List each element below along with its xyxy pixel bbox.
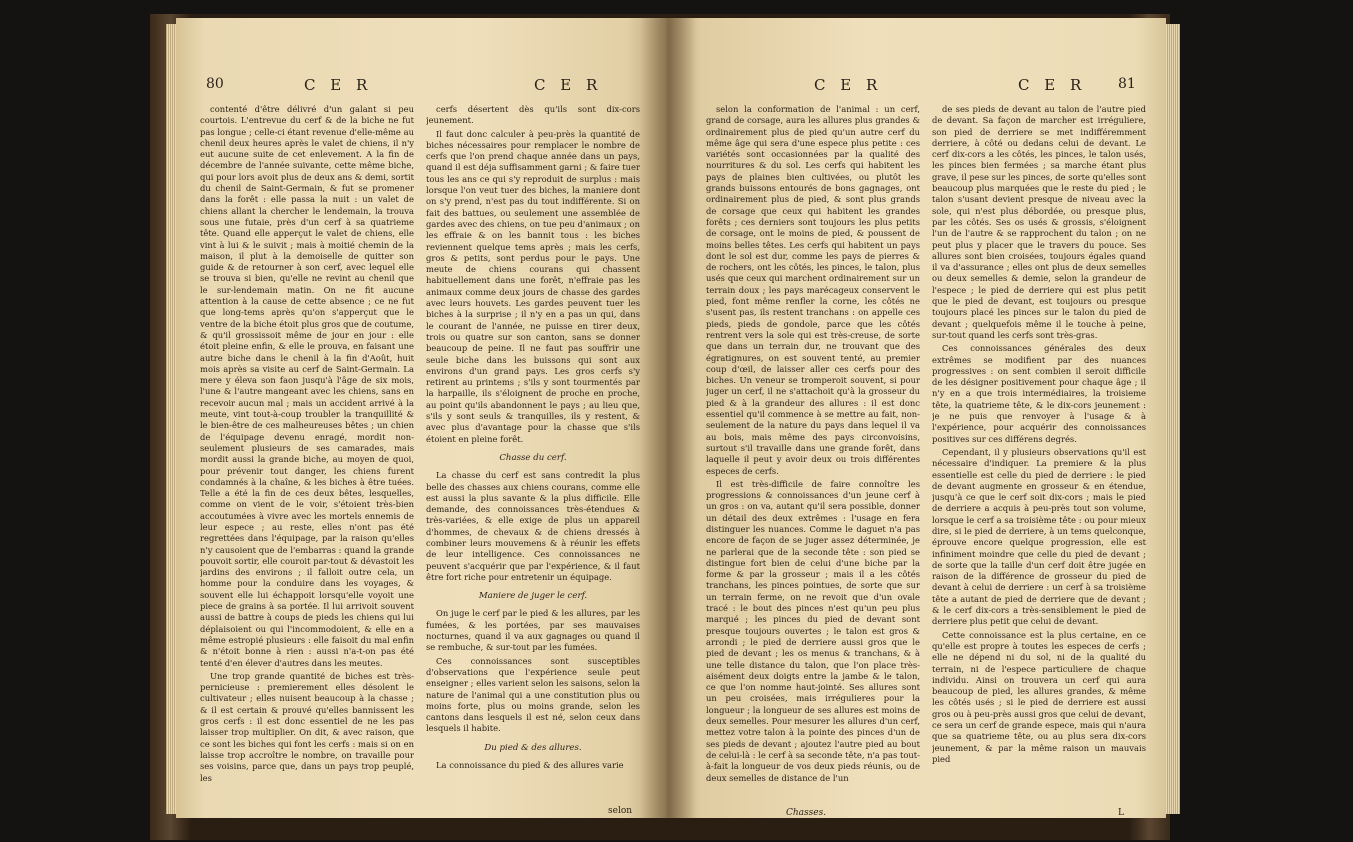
- paragraph: Une trop grande quantité de biches est très-pernicieuse : premierement elles désolent le cultivateur ; elles nuisent beaucoup à la chasse ; & il est certain & prouvé qu'elles bannissent les gros cerfs : il est donc essentiel de ne les pas laisser trop multiplier. On dit, & avec raison, que ce sont les biches qui font les cerfs : mais si on en laisse trop accroître le nombre, on travaille pour ses voisins, parce que, dans un pays trop peuplé, les: [200, 670, 414, 783]
- paragraph: Il est très-difficile de faire connoître les progressions & connoissances d'un jeune cerf à un gros : on va, autant qu'il sera possible, donner un détail des deux extrêmes : l'usage en fera distinguer les nuances. Comme le daguet n'a pas encore de façon de se juger assez déterminée, je ne parlerai que de la seconde tête : son pied se distingue fort bien de celui d'une biche par la forme & par la grosseur ; mais il a les côtés tranchans, les pinces pointues, de sorte que sur un terrain ferme, on ne revoit que d'un ovale tracé : le bout des pinces n'est qu'un peu plus marqué ; les pinces du pied de devant sont presque toujours ouvertes ; le talon est gros & arrondi ; le pied de derriere aussi gros que le pied de devant ; les os menus & tranchans, & à une telle distance du talon, que l'on place très-aisément deux doigts entre la jambe & le talon, ce que l'on nomme haut-jointé. Ses allures sont un peu croisées, mais irrégulieres pour la longueur ; la longueur de ses allures est moins de deux semelles. Pour mesurer les allures d'un cerf, mettez votre talon à la pointe des pinces d'un de ses pieds de devant ; ajoutez l'autre pied au bout de celui-là : le cerf à sa seconde tête, n'a pas tout-à-fait la longueur de vos deux pieds réunis, ou de deux semelles de distance de l'un: [706, 478, 920, 783]
- paragraph: Il faut donc calculer à peu-près la quantité de biches nécessaires pour remplacer le nombre de cerfs que l'on prend chaque année dans un pays, quand il est déja suffisamment garni ; & faire tuer tous les ans ce qui s'y reproduit de surplus : mais lorsque l'on veut tuer des biches, la maniere dont on s'y prend, n'est pas du tout indifférente. Si on fait des battues, ou seulement une assemblée de gardes avec des chiens, on tue peu d'animaux ; on les effraie & on les bannit tous : les biches reviennent quelque tems après ; mais les cerfs, gros & petits, sont perdus pour le pays. Une meute de chiens courans qui chassent habituellement dans une forêt, n'effraie pas les animaux comme deux jours de chasse des gardes avec leurs houvets. Les gardes peuvent tuer les biches à la surprise ; il n'y en a pas un qui, dans le courant de l'année, ne puisse en tirer deux, trois ou quatre sur son canton, sans se donner beaucoup de peine. Il ne faut pas souffrir une seule biche dans les buissons qui sont aux environs d'un grand pays. Les gros cerfs s'y retirent au printems ; s'ils y sont tourmentés par la harpaille, ils s'éloignent de proche en proche, au point qu'ils abandonnent le pays ; au lieu que, s'ils y sont seuls & tranquilles, ils y restent, & avec plus d'avantage pour la chasse que s'ils étoient en pleine forêt.: [426, 128, 640, 444]
- paragraph: La chasse du cerf est sans contredit la plus belle des chasses aux chiens courans, comme elle est aussi la plus savante & la plus difficile. Elle demande, des connoissances très-étendues & très-variées, & elle exige de plus un appareil d'hommes, de chevaux & de chiens dressés à combiner leurs mouvemens & à réunir les effets de leur intelligence. Ces connoissances ne peuvent s'acquérir que par l'expérience, & il faut être fort riche pour entretenir un équipage.: [426, 470, 640, 582]
- paragraph: Ces connoissances générales des deux extrêmes se modifient par des nuances progressives : on sent combien il seroit difficile de les désigner positivement pour chaque âge ; il n'y en a que trois intermédiaires, la troisieme tête, la quatrieme tête, & le dix-cors jeunement : je ne puis que renvoyer à l'usage & à l'expérience, pour acquérir des connoissances positives sur ces différens degrés.: [932, 343, 1146, 444]
- paragraph: de ses pieds de devant au talon de l'autre pied de devant. Sa façon de marcher est irréguliere, son pied de derriere se met indifféremment derriere, à côté ou dedans celui de devant. Le cerf dix-cors a les côtés, les pinces, le talon usés, les pinces bien fermées ; sa marche étant plus grave, il pese sur les pinces, de sorte qu'elles sont beaucoup plus marquées que le reste du pied ; le talon s'usant devient presque de niveau avec la sole, qui n'est plus débordée, ou presque plus, par les côtés. Ses os usés & grossis, s'éloignent l'un de l'autre & se rapprochent du talon ; on ne peut plus y placer que le travers du pouce. Ses allures sont bien croisées, toujours égales quand il va d'assurance ; elles ont plus de deux semelles ou deux semelles & demie, selon la grandeur de l'espece ; le pied de derriere qui est plus petit que le pied de devant, est toujours ou presque toujours placé les pinces sur le talon du pied de devant ; quelquefois même il le touche à peine, sur-tout quand les cerfs sont très-gras.: [932, 104, 1146, 340]
- right-page-edges: [1166, 24, 1180, 814]
- running-head: C E R: [534, 76, 603, 94]
- right-header: [666, 76, 1166, 98]
- paragraph: La connoissance du pied & des allures varie: [436, 760, 624, 771]
- catchword: selon: [608, 806, 633, 816]
- paragraph: selon la conformation de l'animal : un cerf, grand de corsage, aura les allures plus grandes & ordinairement plus de pied qu'un autre cerf du même âge qui sera d'une espece plus petite : ces variétés sont occasionnées par la qualité des nourritures & du sol. Les cerfs qui habitent les pays de plaines bien cultivées, ou plutôt les grands buissons entourés de bons gagnages, ont ordinairement plus de pied, & sont plus grands de corsage que ceux qui habitent les grandes forêts ; ces derniers sont toujours les plus petits de corsage, ont le moins de pied, & poussent de moins belles têtes. Les cerfs qui habitent un pays dont le sol est dur, comme les pays de pierres & de rochers, ont les côtés, les pinces, le talon, plus usés que ceux qui marchent ordinairement sur un terrain doux ; les pays marécageux conservent le pied, font même renfler la corne, les côtés ne s'usent pas, ils restent tranchans : on appelle ces pieds, pieds de gondole, parce que les côtés rentrent vers la sole qui est très-creuse, de sorte que dans un terrain dur, ne trouvant que des égratignures, on est souvent tenté, au premier coup d'œil, de laisser aller ces cerfs pour des biches. Un veneur se tromperoit souvent, si pour juger un cerf, il ne s'attachoit qu'à la grosseur du pied & à la grandeur des allures : il est donc essentiel qu'il commence à se mettre au fait, non-seulement de la nature du pays dans lequel il va au bois, mais même des pays circonvoisins, surtout s'il travaille dans une grande forêt, dans laquelle il peut y avoir deux ou trois différentes especes de cerfs.: [706, 104, 920, 476]
- running-head: C E R: [304, 76, 373, 94]
- paragraph: Ces connoissances sont susceptibles d'observations que l'expérience seule peut enseigner ; elles varient selon les saisons, selon la nature de l'animal qui a une constitution plus ou moins forte, plus ou moins grande, selon les cantons dans lesquels il est né, selon ceux dans lesquels il habite.: [426, 655, 640, 734]
- catchword: L: [1118, 808, 1124, 818]
- paragraph: Cependant, il y plusieurs observations qu'il est nécessaire d'indiquer. La premiere & la plus essentielle est celle du pied de derriere : le pied de devant augmente en grosseur & en étendue, jusqu'à ce que le cerf soit dix-cors ; mais le pied de derriere a acquis à peu-près tout son volume, lorsque le cerf a sa troisième tête : ou pour mieux dire, si le pied de derriere, à un tems quelconque, éprouve encore quelque progression, elle est infiniment moindre que celle du pied de devant ; de sorte que la taille d'un cerf doit être jugée en raison de la différence de grosseur du pied de devant à celui de derriere : un cerf à sa troisième tête a autant de pied de derriere que de devant ; & le cerf dix-cors a très-sensiblement le pied de derriere plus petit que celui de devant.: [932, 446, 1146, 627]
- paragraph: contenté d'être délivré d'un galant si peu courtois. L'entrevue du cerf & de la biche ne fut pas longue ; celle-ci étant revenue d'elle-même au chenil deux heures après le valet de chiens, il n'y eut aucune suite de cet enlevement. A la fin de décembre de l'année suivante, cette même biche, qui pour lors avoit plus de deux ans & demi, sortit du chenil de Saint-Germain, & fut se promener dans la forêt : elle passa la nuit : un valet de chiens allant la chercher le lendemain, la trouva sous une futaie, près d'un cerf à sa quatrieme tête. Quand elle apperçut le valet de chiens, elle vint à lui & le suivit ; mais à moitié chemin de la maison, il plut à la demoiselle de quitter son guide & de retourner à son cerf, avec lequel elle se trouva si bien, qu'elle ne revint au chenil que le sur-lendemain matin. On ne fit aucune attention à la cause de cette absence ; ce ne fut que long-tems après qu'on s'apperçut que le ventre de la biche étoit plus gros que de coutume, & qu'il grossissoit même de jour en jour : elle étoit pleine enfin, & elle le prouva, en faisant une autre biche dans le chenil à la fin d'Août, huit mois après sa visite au cerf de Saint-Germain. La mere y éleva son faon jusqu'à l'âge de six mois, l'une & l'autre mangeant avec les chiens, sans en recevoir aucun mal ; mais un accident arrivé à la meute, vint tout-à-coup troubler la tranquillité & le bien-être de ces malheureuses bêtes ; un chien de l'équipage devenu enragé, mordit non-seulement plusieurs de ses camarades, mais mordit aussi la grande biche, au moyen de quoi, pour prévenir tout danger, les chiens furent condamnés à la chaîne, & les biches à être tuées. Telle a été la fin de ces deux bêtes, lesquelles, comme on vient de le voir, s'étoient très-bien accoutumées à vivre avec les mortels ennemis de leur espece ; au reste, elles n'ont pas été regrettées dans l'équipage, par la raison qu'elles n'y causoient que de l'embarras : quand la grande pouvoit sortir, elle couroit par-tout & dévastoit les jardins des environs ; il falloit outre cela, un homme pour la conduire dans les voyages, & souvent elle lui échappoit lorsqu'elle voyoit une piece de grains à sa portée. Il lui arrivoit souvent aussi de battre à coups de pieds les chiens qui lui déplaisoient ou qui l'incommodoient, & elle en a même estropié plusieurs : elle faisoit du mal enfin & n'étoit bonne à rien : aussi n'a-t-on pas été tenté d'en élever d'autres dans les meutes.: [200, 104, 414, 668]
- text-column-1: [200, 104, 414, 804]
- right-page: [666, 18, 1166, 818]
- text-column-2: [426, 104, 640, 804]
- section-heading: Maniere de juger le cerf.: [478, 591, 588, 602]
- section-heading: Chasse du cerf.: [499, 452, 567, 463]
- paragraph: Cette connoissance est la plus certaine, en ce qu'elle est propre à toutes les especes de cerfs ; elle ne dépend ni du sol, ni de la qualité du terrain, ni de l'espece particuliere de chaque individu. Ainsi on trouvera un cerf qui aura beaucoup de pied, les allures grandes, & même les côtés usés ; si le pied de derriere est aussi gros ou à peu-près aussi gros que celui de devant, ce sera un cerf de grande espece, mais qui n'aura que sa quatrieme tête, ou au plus sera dix-cors jeunement, & par la même raison un mauvais pied: [932, 629, 1146, 764]
- left-header: [176, 76, 666, 98]
- running-head: C E R: [814, 76, 883, 94]
- text-column-1: [706, 104, 920, 804]
- section-heading: Du pied & des allures.: [484, 742, 582, 753]
- page-number: 80: [206, 76, 224, 92]
- paragraph: On juge le cerf par le pied & les allures, par les fumées, & les portées, par ses mauvaises nocturnes, quand il va aux gagnages ou quand il se rembuche, & sur-tout par les fumées.: [426, 608, 640, 653]
- running-head: C E R: [1018, 76, 1087, 94]
- paragraph: cerfs désertent dès qu'ils sont dix-cors jeunement.: [426, 104, 640, 126]
- text-column-2: [932, 104, 1146, 804]
- signature-mark: Chasses.: [786, 808, 827, 818]
- left-page: [176, 18, 666, 818]
- page-number: 81: [1118, 76, 1136, 92]
